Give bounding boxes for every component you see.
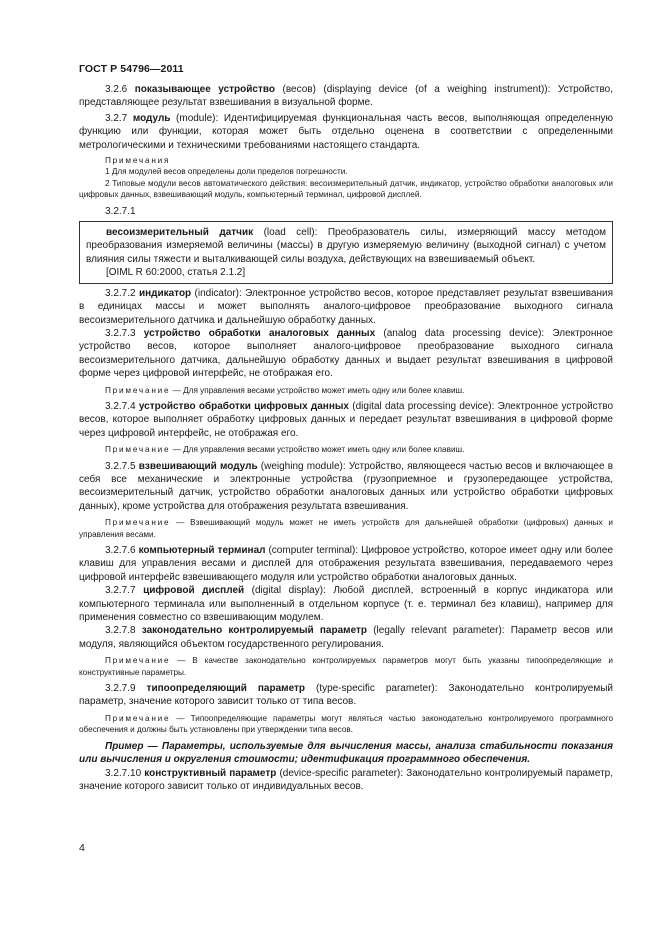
clause-3-2-7-10 [79,767,613,794]
clause-3-2-7-8 [79,624,613,651]
clause-term: индикатор [138,287,192,299]
note-text: Взвешивающий модуль может не иметь устройств для дальнейшей обработки (цифровых) данных и управления весами. [79,518,613,539]
clause-term: показывающее устройство [134,84,275,95]
clause-number: 3.2.7.3 [105,327,144,339]
clause-3-2-7-4 [79,400,613,440]
clause-text: (legally relevant parameter): Параметр весов или модуля, являющийся объектом государственного регулирования. [79,625,614,650]
clause-3-2-6 [79,83,613,110]
note-label: Примечание [105,518,171,528]
clause-term: устройство обработки аналоговых данных [143,327,376,339]
note-dash: — [170,385,184,395]
clause-number: 3.2.7.4 [105,400,139,412]
clause-number: 3.2.7.9 [105,683,147,695]
clause-term: конструктивный параметр [144,767,277,779]
notes-heading: Примечания [105,156,171,166]
clause-3-2-7-1: 3.2.7.1 [105,205,136,217]
box-definition [86,226,606,266]
clause-term: цифровой дисплей [143,585,245,597]
note-label: Примечание [105,385,171,395]
clause-text: (device-specific parameter): Законодательно контролируемый параметр, значение которого зависит только от индивидуальных весов. [79,767,614,792]
clause-3-2-7-9 [79,682,613,709]
clause-number: 3.2.7.6 [105,545,139,556]
clause-text: (type-specific parameter): Законодательно контролируемый параметр, значение которого зависит только от типа весов. [79,683,613,708]
definition-box [79,221,613,284]
clause-term: взвешивающий модуль [138,460,258,472]
note-dash: — [170,445,184,455]
clause-text: (digital data processing device): Электронное устройство весов, которое выполняет обработку цифровых данных и передает результат взвешивания в цифровой форме через цифровой интерфейс, не отображая его. [79,400,613,439]
example-text: Пример — Параметры, используемые для вычисления массы, анализа стабильности показания или вычисления и округления стоимости; идентификация программного обеспечения. [79,740,613,766]
note-5 [79,517,613,540]
clause-text: (весов) (displaying device (of a weighing instrument)): Устройство, представляющее результат взвешивания в визуальной форме. [79,84,614,109]
clause-term: компьютерный терминал [138,545,266,556]
clause-text: (indicator): Электронное устройство весов, которое представляет результат взвешивания в единицах массы и может выполнять аналого-цифровое преобразование выходного сигнала весоизмерительного датчика и дальнейшую обработку данных. [79,287,613,326]
clause-term: устройство обработки цифровых данных [138,400,349,412]
clause-number: 3.2.7.10 [105,767,145,779]
note-9 [79,713,613,736]
note-dash: — [170,656,193,666]
clause-term: законодательно контролируемый параметр [141,625,368,637]
clause-text: (analog data processing device): Электронное устройство весов, которое выполняет аналого-цифровое преобразование выходного сигнала весоизмерительного датчика, дальнейшую обработку данных и выдает результат взвешивания в цифровой форме через цифровой интерфейс, не отображая его. [79,327,613,380]
clause-term: типоопределяющий параметр [146,683,305,695]
clause-number: 3.2.7.2 [105,287,139,299]
note-8 [79,655,613,678]
clause-text: (weighing module): Устройство, являющееся частью весов и включающее в себя все механические и электронные устройства (грузоприемное и грузопередающее устройства, весоизмерительный датчик, устройство обработки аналоговых данных или устройство обработки цифровых данных), кроме устройства для отображения результата взвешивания. [79,460,614,512]
page-content [79,83,613,793]
clause-text: (module): Идентифицируемая функциональная часть весов, выполняющая определенную функцию или функции, которая может быть отдельно оценена в соответствии с определенными метрологическими и техническими требованиями настоящего стандарта. [79,112,613,151]
note-text: В качестве законодательно контролируемых параметров могут быть указаны типоопределяющие и конструктивные параметры. [79,656,613,677]
clause-number: 3.2.7.8 [105,625,142,637]
note-text: Для управления весами устройство может иметь одну или более клавиш. [183,445,465,455]
note-text: Для управления весами устройство может иметь одну или более клавиш. [183,385,465,395]
clause-number: 3.2.7 [105,112,133,124]
note-label: Примечание [105,445,171,455]
clause-term: модуль [132,112,171,124]
note-dash: — [170,518,191,528]
clause-3-2-7-5 [79,460,613,514]
clause-3-2-7-7 [79,584,613,624]
clause-number: 3.2.7.7 [105,585,144,597]
note-3 [79,385,613,396]
clause-text: (computer terminal): Цифровое устройство, которое имеет одну или более клавиш для управления весами и дисплей для отображения результата взвешивания, передаваемого через цифровой интерфейс взвешивающего модуля или устройство обработки аналоговых данных. [79,545,614,583]
clause-3-2-7-3 [79,327,613,381]
clause-number: 3.2.6 [105,84,135,95]
clause-3-2-7 [79,112,613,152]
clause-text: (load cell): Преобразователь силы, измеряющий массу методом преобразования измеряемой величины (массы) в другую измеряемую величину (выходной сигнал) с учетом влияния силы тяжести и выталкивающей силы воздуха, действующих на взвешиваемый объект. [86,227,607,265]
source-reference: [OIML R 60:2000, статья 2.1.2] [106,267,246,279]
page-number: 4 [79,842,85,854]
standard-header: ГОСТ Р 54796—2011 [79,63,184,75]
note-label: Примечание [105,656,171,666]
note-dash: — [170,713,191,723]
clause-term: весоизмерительный датчик [106,227,254,239]
clause-number: 3.2.7.5 [105,460,139,472]
note-text: Типоопределяющие параметры могут являться частью законодательно контролируемого программного обеспечения и должны быть установлены при утверждении типа весов. [79,713,613,735]
clause-text: (digital display): Любой дисплей, встроенный в корпус индикатора или компьютерного терминала или выполненный в отдельном корпусе (т. е. терминал без клавиш), например для применения совместно со взвешивающим модулем. [79,585,614,624]
note-label: Примечание [105,713,171,723]
clause-3-2-7-6 [79,544,613,584]
note-1: 1 Для модулей весов определены доли пределов погрешности. [105,167,348,177]
note-4 [79,444,613,455]
clause-3-2-7-2 [79,287,613,327]
note-2: 2 Типовые модули весов автоматического действия: весоизмерительный датчик, индикатор, устройство обработки аналоговых или цифровых данных, взвешивающий модуль, компьютерный терминал, цифровой дисплей. [79,178,613,200]
